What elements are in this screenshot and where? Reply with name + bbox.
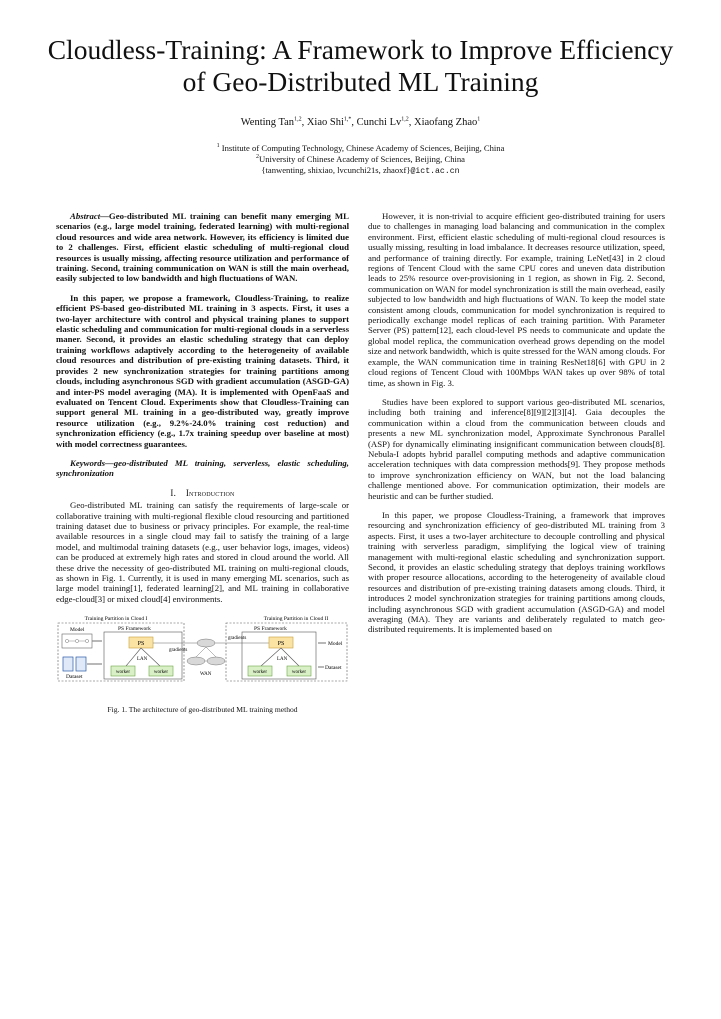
figure-1-caption: Fig. 1. The architecture of geo-distributed ML training method [107,705,298,715]
paper-title: Cloudless-Training: A Framework to Improve Efficiency of Geo-Distributed ML Training [47,34,674,97]
affiliation-1: $^1$ Institute of Computing Technology, Chinese Academy of Sciences, Beijing, China [216,143,505,153]
left-column [56,211,349,716]
lan-label-left: LAN [137,657,148,663]
ps-framework-label: PS Framework [118,626,151,633]
abstract-paragraph: Abstract—Geo-distributed ML training can benefit many emerging ML scenarios (e.g., large model training, federated learning) with multi-regional cloud resources and wide area network. However, its efficiency is limited due to 2 challenges. First, efficient elastic scheduling of multi-regional cloud resources is usually missing, affecting resource utilization and performance of training. Second, training communication on WAN is still the main overhead, easily subjected to low bandwidth and high fluctuations of WAN. [56,211,349,284]
author: Xiao Shi$^{1,*}$, [306,116,357,128]
ps-label: PS [137,641,145,648]
model-label-right: Model [328,641,343,648]
model-node [85,640,88,643]
worker-label: worker [291,670,307,676]
model-node [65,640,68,643]
figure-1 [56,613,349,701]
body-paragraph: Studies have been explored to support various geo-distributed ML scenarios, including both training and inference[8][9][2][3][4]. Gaia decouples the communication within a cloud from the communication between clouds and presents a new ML synchronization model, Approximate Synchronous Parallel (ASP) for dynamically eliminating insignificant communication between clouds[8]. Nebula-I adopts hybrid parallel computing methods and adaptive communication acceleration techniques with data compression methods[9]. They propose methods to improve synchronization efficiency on WAN, but not the load balancing challenge mentioned above. For communication optimization, their models are heuristic and can be further studied. [368,396,665,501]
author-list [40,117,681,128]
gradients-label-right: gradients [228,636,247,642]
author: Wenting Tan$^{1,2}$, [240,116,307,128]
affiliations [40,143,681,177]
link [196,647,206,657]
router-icon [197,639,215,647]
body-paragraph: In this paper, we propose Cloudless-Training, a framework that improves resourcing and synchronization efficiency of geo-distributed ML training from 3 aspects. First, it uses a two-layer architecture to decouple controlling and physical training with serverless paradigm, simplifying the logical view of training management with multi-regional elastic scheduling and synchronization support. Second, it provides an elastic scheduling strategy that deploys training workflows with proper resource allocations, according to the heterogeneity of available cloud resources and distribution of pre-existing training datasets among clouds. Third, it introduces 2 model synchronization strategies for training partitions among clouds, including asynchronous SGD with gradient accumulation (ASGD-GA) and model averaging (MA). They are variants and deliberately regulated to match geo-distributed requirements. It is implemented based on [368,509,665,635]
author-emails: {tanwenting, shixiao, lvcunchi21s, zhaoxf}@ict.ac.cn [261,165,460,176]
section-heading: I. Introduction [170,487,235,498]
router-icon [207,657,225,665]
worker-label: worker [115,670,131,676]
cloud2-label: Training Partition in Cloud II [263,616,329,623]
dataset-icon [63,657,73,671]
cloud1-label: Training Partition in Cloud I [84,616,148,623]
body-paragraph: Geo-distributed ML training can satisfy the requirements of large-scale or collaborative training with multi-regional flexible cloud resourcing and partitioned training dataset due to business or privacy principles. For example, the real-time available resources in a single cloud may fail to satisfy the training of a large model, and multimodal training datasets (e.g., user behavior logs, images, videos) can be produced at extremely high rates and stored in cloud around the world. All these drive the necessity of geo-distributed ML training on multi-regional clouds, as shown in Fig. 1. Currently, it is used in many emerging ML scenarios, such as large model training[1], federated learning[2], and ML training in collaborative edge-cloud[3] or mixed cloud[4] environments. [56,500,349,604]
gradients-label-left: gradients [169,648,188,654]
wan-label: WAN [200,672,212,678]
abstract-paragraph: In this paper, we propose a framework, Cloudless-Training, to realize efficient PS-based geo-distributed ML training in 3 aspects. First, it uses a two-layer architecture with control and physical training planes to support elastic scheduling and communication for multi-regional clouds in a serverless maner. Second, it provides an elastic scheduling strategy that can deploy training workflows adaptively according to the heterogeneity of available cloud resources and distribution of pre-existing training datasets. Third, it provides 2 new synchronization strategies for training partitions among clouds, including asynchronous SGD with gradient accumulation (ASGD-GA) and inter-PS model averaging (MA). It is implemented with OpenFaaS and evaluated on Tencent Cloud. Experiments show that Cloudless-Training can support general ML training in a geo-distributed way, greatly improve resource utilization (e.g., 9.2%-24.0% training cost reduction) and synchronization efficiency (e.g., 1.7x training speedup over baseline at most) with model correctness guarantees. [56,292,349,449]
dataset-label-left: Dataset [66,674,83,681]
ps-label: PS [277,641,285,648]
body-paragraph: However, it is non-trivial to acquire efficient geo-distributed training for users due to challenges in managing load balancing and communication in the complex environment. First, efficient elastic scheduling of multi-regional cloud resources is usually missing, resulting in load imbalance. It decreases resource utilization, speed, and performance of training directly. For example, training LeNet[43] in 2 cloud regions of Tencent Cloud with the same CPU cores and uneven data distribution leads to 25% resource over-provisioning in 1 region, as shown in Fig. 2. Second, communication on WAN for model synchronization is still the main overhead, easily subjected to low bandwidth and high fluctuations of WAN. To keep the model state consistent among clouds, communication for model synchronization is required to periodically exchange model replicas of each training partition. With Parameter Server (PS) pattern[12], each cloud-level PS needs to communicate and update the global model replica, the communication overhead grows depending on the model size and network bandwidth, which is quite stressed for the WAN among clouds. For example, the WAN communication time in training ResNet18[6] with GPU in 2 cloud regions of Tencent Cloud with 100Mbps WAN takes up over 98% of total time, as shown in Fig. 3. [368,211,665,388]
worker-label: worker [153,670,169,676]
model-label-left: Model [70,627,85,634]
model-node [75,640,78,643]
ps-framework-label: PS Framework [254,626,287,633]
affiliation-2: $^2$University of Chinese Academy of Sciences, Beijing, China [256,154,465,164]
dataset-label-right: Dataset [325,665,342,672]
architecture-diagram [56,613,349,701]
link [206,647,216,657]
author: Xiaofang Zhao$^1$ [413,116,481,128]
lan-label-right: LAN [277,657,288,663]
worker-label: worker [252,670,268,676]
author: Cunchi Lv$^{1,2}$, [356,116,414,128]
keywords: Keywords—geo-distributed ML training, serverless, elastic scheduling, synchronization [56,457,349,479]
router-icon [187,657,205,665]
right-column [368,211,665,644]
dataset-icon [76,657,86,671]
